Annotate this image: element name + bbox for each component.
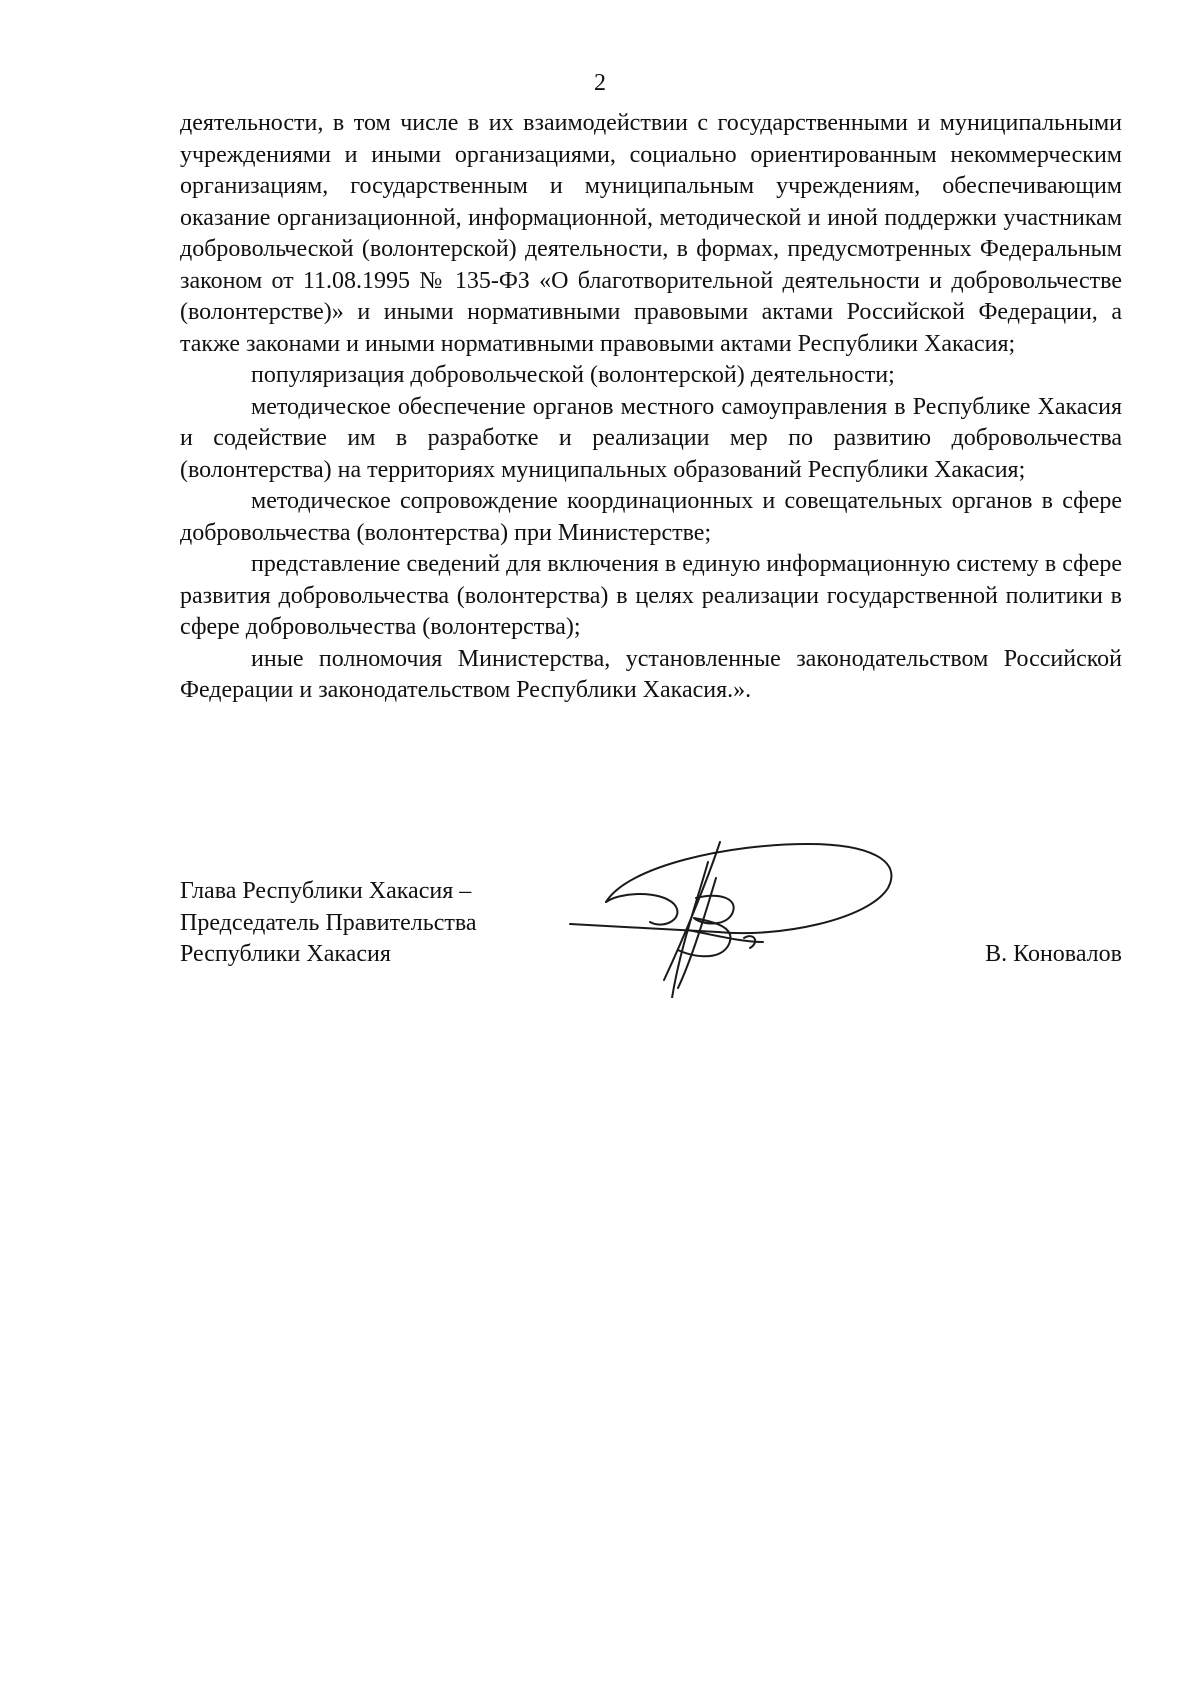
paragraph-information-submission: представление сведений для включения в единую информационную систему в сфере развития добровольчества (волонтерства) в целях реализации государственной политики в сфере добровольчества (волонтерства); <box>180 551 1122 640</box>
signatory-title-line: Председатель Правительства <box>180 909 477 936</box>
signatory-title <box>180 876 477 971</box>
signatory-title-line: Республики Хакасия <box>180 941 391 967</box>
paragraph-continuation: деятельности, в том числе в их взаимодействии с государственными и муниципальными учреждениями и иными организациями, социально ориентированным некоммерческим организациям, государственным и муниципальным учреждениям, обеспечивающим оказание организационной, информационной, методической и иной поддержки участникам добровольческой (волонтерской) деятельности, в формах, предусмотренных Федеральным законом от 11.08.1995 № 135-ФЗ «О благотворительной деятельности и добровольчестве (волонтерстве)» и иными нормативными правовыми актами Российской Федерации, а также законами и иными нормативными правовыми актами Республики Хакасия; <box>180 110 1122 357</box>
paragraph-popularization: популяризация добровольческой (волонтерской) деятельности; <box>251 362 895 388</box>
handwritten-signature <box>568 838 908 998</box>
paragraph-methodical-support: методическое обеспечение органов местного самоуправления в Республике Хакасия и содействие им в разработке и реализации мер по развитию добровольчества (волонтерства) на территориях муниципальных образований Республики Хакасия; <box>180 393 1122 483</box>
paragraph-methodical-accompaniment: методическое сопровождение координационных и совещательных органов в сфере добровольчества (волонтерства) при Министерстве; <box>180 488 1122 546</box>
page-number: 2 <box>594 70 606 96</box>
signatory-title-line: Глава Республики Хакасия – <box>180 878 472 904</box>
paragraph-other-powers: иные полномочия Министерства, установленные законодательством Российской Федерации и законодательством Республики Хакасия.». <box>180 645 1122 703</box>
signer-name: В. Коновалов <box>985 941 1122 967</box>
document-body <box>180 108 1122 707</box>
